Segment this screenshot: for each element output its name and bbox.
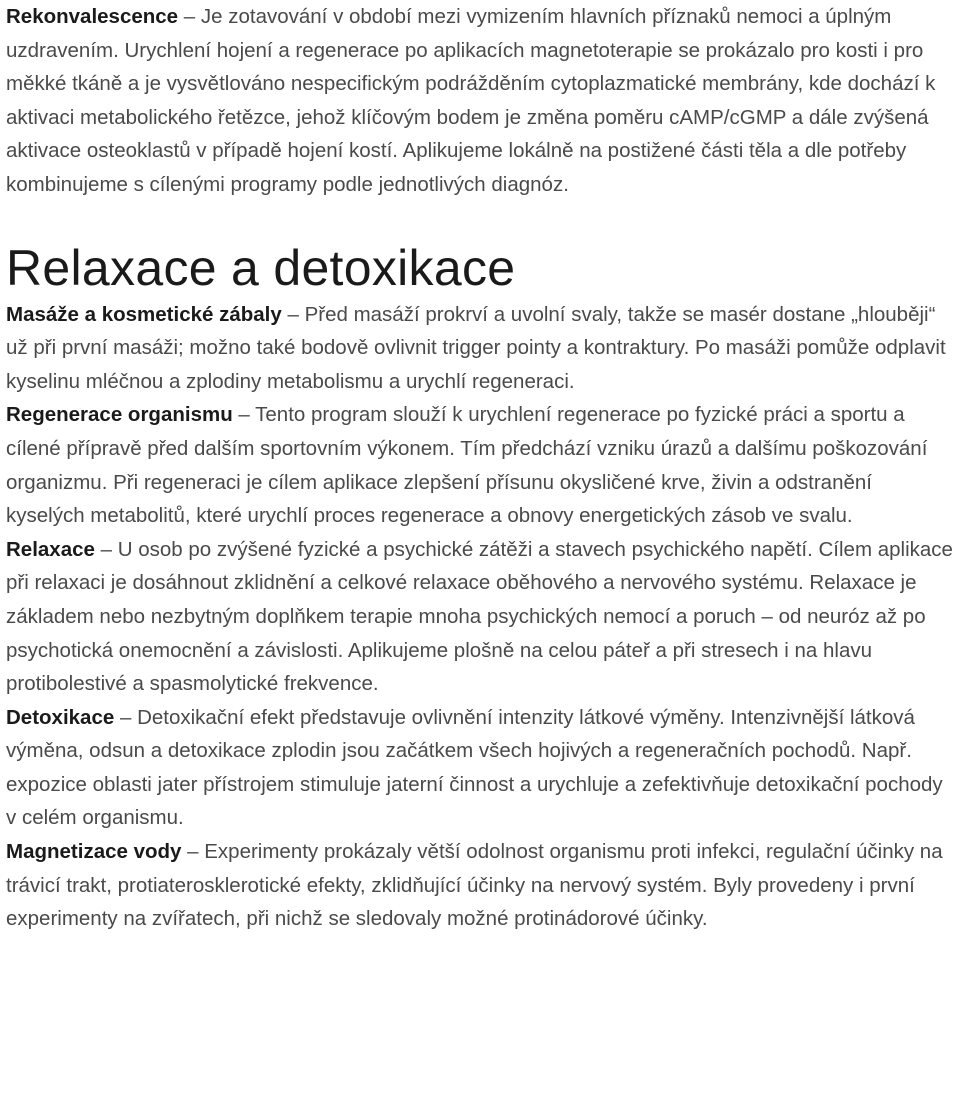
paragraph-text: U osob po zvýšené fyzické a psychické zátěži a stavech psychického napětí. Cílem aplikace při relaxaci je dosáhnout zklidnění a celkové relaxace oběhového a nervového systému. Relaxace je základem nebo nezbytným doplňkem terapie mnoha psychických nemocí a poruch – od neuróz až po psychotická onemocnění a závislosti. Aplikujeme plošně na celou páteř a při stresech i na hlavu protibolestivé a spasmolytické frekvence. bbox=[6, 537, 953, 696]
paragraph-dash: – bbox=[232, 403, 256, 427]
paragraph-term: Magnetizace vody bbox=[6, 840, 182, 864]
paragraph-term: Relaxace bbox=[6, 537, 95, 561]
paragraph-dash: – bbox=[94, 537, 118, 561]
paragraph-masaze bbox=[6, 298, 954, 399]
paragraph-text: Experimenty prokázaly větší odolnost organismu proti infekci, regulační účinky na trávicí trakt, protiaterosklerotické efekty, zklidňující účinky na nervový systém. Byly provedeny i první experimenty na zvířatech, při nichž se sledovaly možné protinádorové účinky. bbox=[6, 840, 943, 931]
paragraph-dash: – bbox=[281, 302, 305, 326]
paragraph-text: Detoxikační efekt představuje ovlivnění intenzity látkové výměny. Intenzivnější látková výměna, odsun a detoxikace zplodin jsou začátkem všech hojivých a regeneračních pochodů. Např. expozice oblasti jater přístrojem stimuluje jaterní činnost a urychluje a zefektivňuje detoxikační pochody v celém organismu. bbox=[6, 705, 943, 830]
paragraph-text: Před masáží prokrví a uvolní svaly, takže se masér dostane „hlouběji“ už při první masáži; možno také bodově ovlivnit trigger pointy a kontraktury. Po masáži pomůže odplavit kyselinu mléčnou a zplodiny metabolismu a urychlí regeneraci. bbox=[6, 302, 946, 393]
intro-paragraph bbox=[6, 0, 954, 202]
paragraph-regenerace bbox=[6, 398, 954, 532]
section-heading: Relaxace a detoxikace bbox=[6, 239, 516, 296]
paragraph-term: Detoxikace bbox=[6, 705, 115, 729]
paragraph-detoxikace bbox=[6, 701, 954, 835]
paragraph-text: Tento program slouží k urychlení regenerace po fyzické práci a sportu a cílené přípravě před dalším sportovním výkonem. Tím předchází vzniku úrazů a dalšímu poškozování organizmu. Při regeneraci je cílem aplikace zlepšení přísunu okysličené krve, živin a odstranění kyselých metabolitů, které urychlí proces regenerace a obnovy energetických zásob ve svalu. bbox=[6, 403, 928, 528]
paragraph-dash: – bbox=[114, 705, 138, 729]
paragraph-term: Masáže a kosmetické zábaly bbox=[6, 302, 282, 326]
intro-term: Rekonvalescence bbox=[6, 5, 179, 28]
paragraph-relaxace bbox=[6, 533, 954, 701]
intro-dash: – bbox=[178, 5, 201, 28]
paragraph-magnetizace bbox=[6, 835, 954, 936]
paragraph-term: Regenerace organismu bbox=[6, 403, 233, 427]
paragraph-dash: – bbox=[181, 840, 205, 864]
intro-text: Je zotavování v období mezi vymizením hlavních příznaků nemoci a úplným uzdravením. Urychlení hojení a regenerace po aplikacích magnetoterapie se prokázalo pro kosti i pro měkké tkáně a je vysvětlováno nespecifickým podrážděním cytoplazmatické membrány, kde dochází k aktivaci metabolického řetězce, jehož klíčovým bodem je změna poměru cAMP/cGMP a dále zvýšená aktivace osteoklastů v případě hojení kostí. Aplikujeme lokálně na postižené části těla a dle potřeby kombinujeme s cílenými programy podle jednotlivých diagnóz. bbox=[6, 5, 936, 196]
